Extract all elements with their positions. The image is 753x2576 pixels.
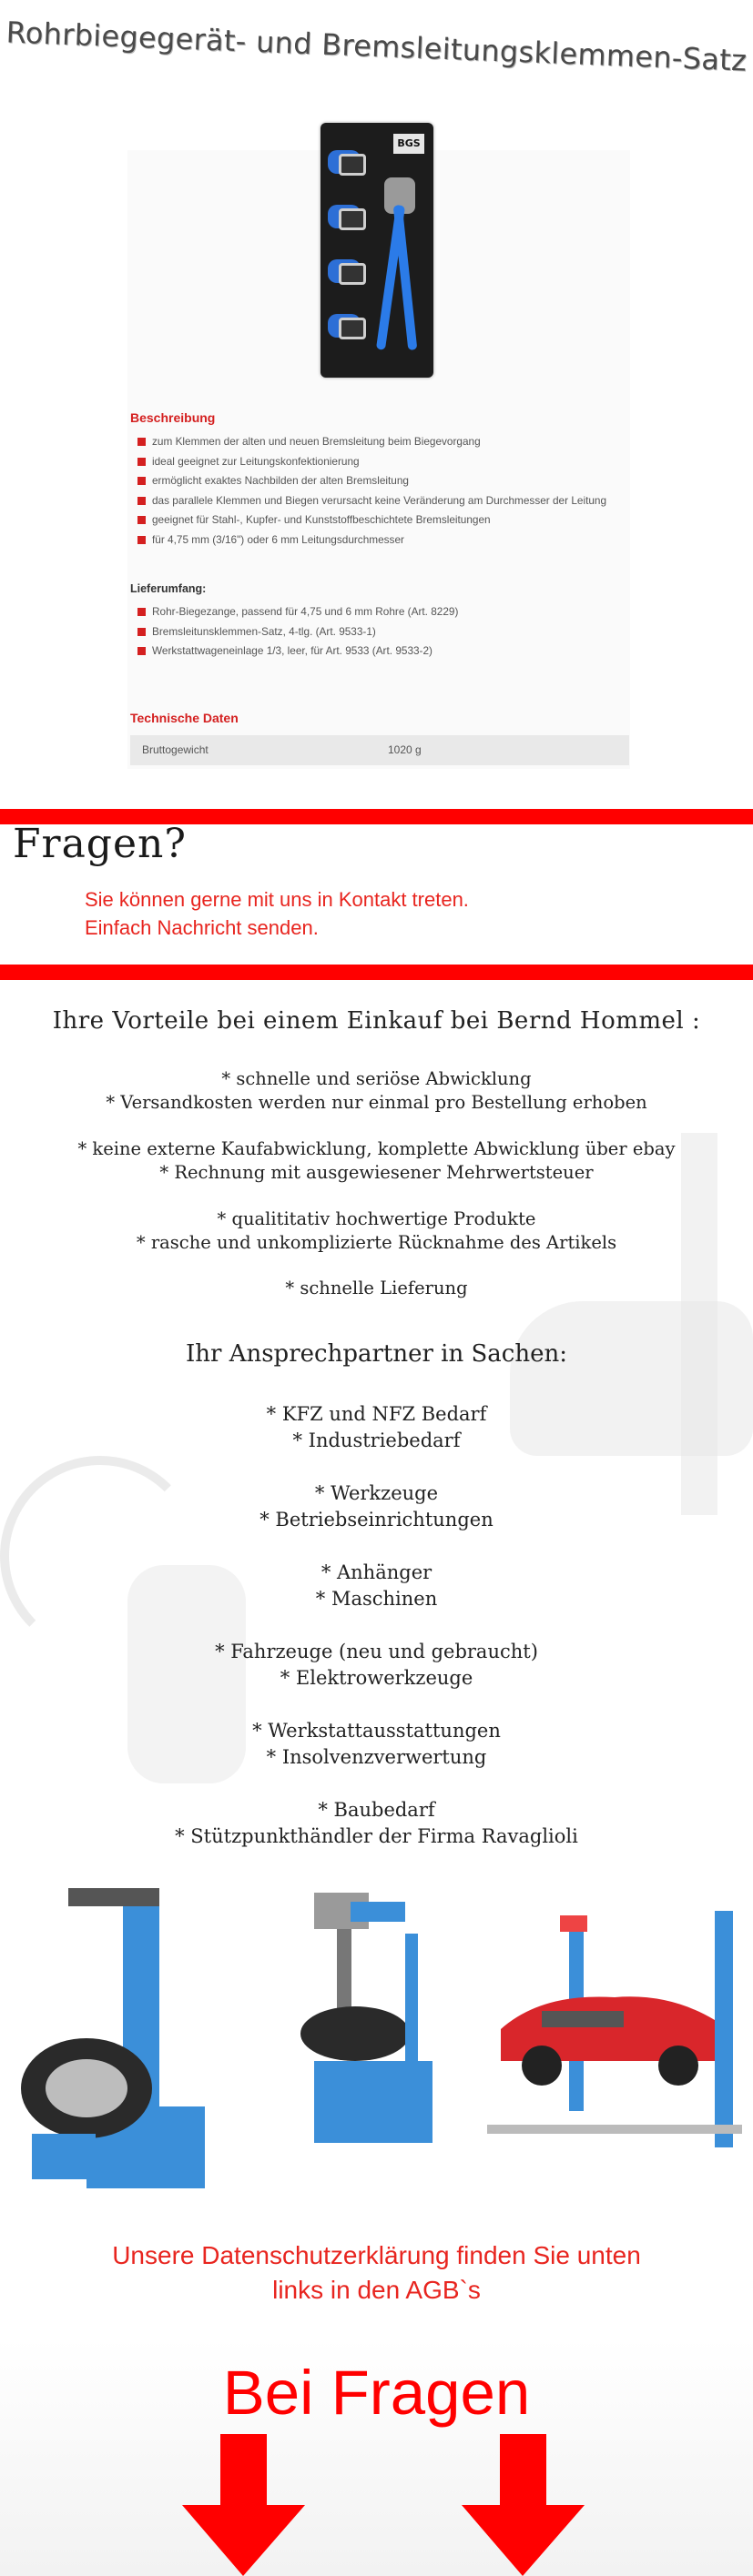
vorteile-line: * Rechnung mit ausgewiesener Mehrwertsteuer: [159, 1162, 594, 1183]
datenschutz-line: Unsere Datenschutzerklärung finden Sie unten: [112, 2241, 641, 2269]
ansprechpartner-line: * Insolvenzverwertung: [266, 1746, 487, 1768]
clamp-icon: [339, 318, 366, 339]
clamp-icon: [339, 208, 366, 230]
ansprechpartner-line: * Betriebseinrichtungen: [259, 1509, 494, 1530]
clamp-icon: [339, 154, 366, 176]
contact-line: Sie können gerne mit uns in Kontakt treten.: [85, 888, 469, 911]
divider-bar: [0, 965, 753, 980]
tech-table-row: [130, 735, 629, 765]
brand-logo: BGS: [393, 134, 424, 154]
vorteile-heading: Ihre Vorteile bei einem Einkauf bei Bernd Hommel :: [52, 1007, 701, 1035]
arrow-down-icon: [182, 2434, 305, 2576]
bei-fragen-heading: Bei Fragen: [222, 2358, 531, 2428]
list-item: Bremsleitunsklemmen-Satz, 4-tlg. (Art. 9533-1): [134, 625, 630, 640]
contact-text: [85, 885, 469, 942]
ansprechpartner-line: * Elektrowerkzeuge: [280, 1667, 473, 1689]
car-lift-image: [487, 1893, 742, 2166]
ansprechpartner-line: * Anhänger: [321, 1561, 432, 1583]
lieferumfang-list: [134, 605, 630, 664]
fragen-heading: Fragen?: [13, 821, 187, 867]
contact-line: Einfach Nachricht senden.: [85, 916, 319, 939]
tech-value: 1020 g: [388, 743, 422, 756]
beschreibung-heading: Beschreibung: [130, 410, 216, 425]
tech-label: Bruttogewicht: [142, 743, 209, 756]
ansprechpartner-line: * Stützpunkthändler der Firma Ravaglioli: [175, 1825, 578, 1847]
ansprechpartner-line: * Maschinen: [315, 1588, 438, 1610]
tire-changer-image: [14, 1879, 232, 2207]
datenschutz-text: [0, 2238, 753, 2308]
list-item: geeignet für Stahl-, Kupfer- und Kunststoffbeschichtete Bremsleitungen: [134, 513, 630, 528]
ansprechpartner-line: * Werkstattausstattungen: [252, 1720, 501, 1742]
list-item: das parallele Klemmen und Biegen verursacht keine Veränderung am Durchmesser der Leitung: [134, 494, 630, 509]
lieferumfang-heading: Lieferumfang:: [130, 582, 207, 595]
tire-changer-image-2: [296, 1879, 492, 2152]
arrow-down-icon: [462, 2434, 585, 2576]
list-item: zum Klemmen der alten und neuen Bremsleitung beim Biegevorgang: [134, 435, 630, 450]
list-item: für 4,75 mm (3/16") oder 6 mm Leitungsdurchmesser: [134, 533, 630, 548]
vorteile-line: * schnelle und seriöse Abwicklung: [221, 1068, 532, 1089]
ansprechpartner-line: * Baubedarf: [318, 1799, 435, 1821]
datenschutz-line: links in den AGB`s: [272, 2276, 481, 2304]
vorteile-line: * keine externe Kaufabwicklung, komplette Abwicklung über ebay: [77, 1138, 676, 1159]
vorteile-line: * schnelle Lieferung: [285, 1278, 468, 1298]
ansprechpartner-line: * KFZ und NFZ Bedarf: [266, 1403, 487, 1425]
vorteile-line: * rasche und unkomplizierte Rücknahme des Artikels: [136, 1232, 617, 1253]
vorteile-line: * Versandkosten werden nur einmal pro Bestellung erhoben: [106, 1092, 647, 1113]
ansprechpartner-heading: Ihr Ansprechpartner in Sachen:: [185, 1340, 568, 1368]
ansprechpartner-line: * Industriebedarf: [292, 1429, 461, 1451]
beschreibung-list: [134, 435, 630, 552]
list-item: Werkstattwageneinlage 1/3, leer, für Art. 9533 (Art. 9533-2): [134, 644, 630, 659]
vorteile-line: * qualititativ hochwertige Produkte: [217, 1208, 536, 1229]
clamp-icon: [339, 263, 366, 285]
ansprechpartner-line: * Werkzeuge: [314, 1482, 439, 1504]
page-title: Rohrbiegegerät- und Bremsleitungsklemmen-Satz: [5, 15, 748, 78]
product-image: [321, 123, 433, 378]
list-item: ideal geeignet zur Leitungskonfektionierung: [134, 455, 630, 470]
list-item: Rohr-Biegezange, passend für 4,75 und 6 mm Rohre (Art. 8229): [134, 605, 630, 620]
ansprechpartner-line: * Fahrzeuge (neu und gebraucht): [215, 1641, 538, 1662]
tech-heading: Technische Daten: [130, 711, 239, 725]
plier-handle-icon: [393, 205, 418, 350]
list-item: ermöglicht exaktes Nachbilden der alten Bremsleitung: [134, 474, 630, 489]
